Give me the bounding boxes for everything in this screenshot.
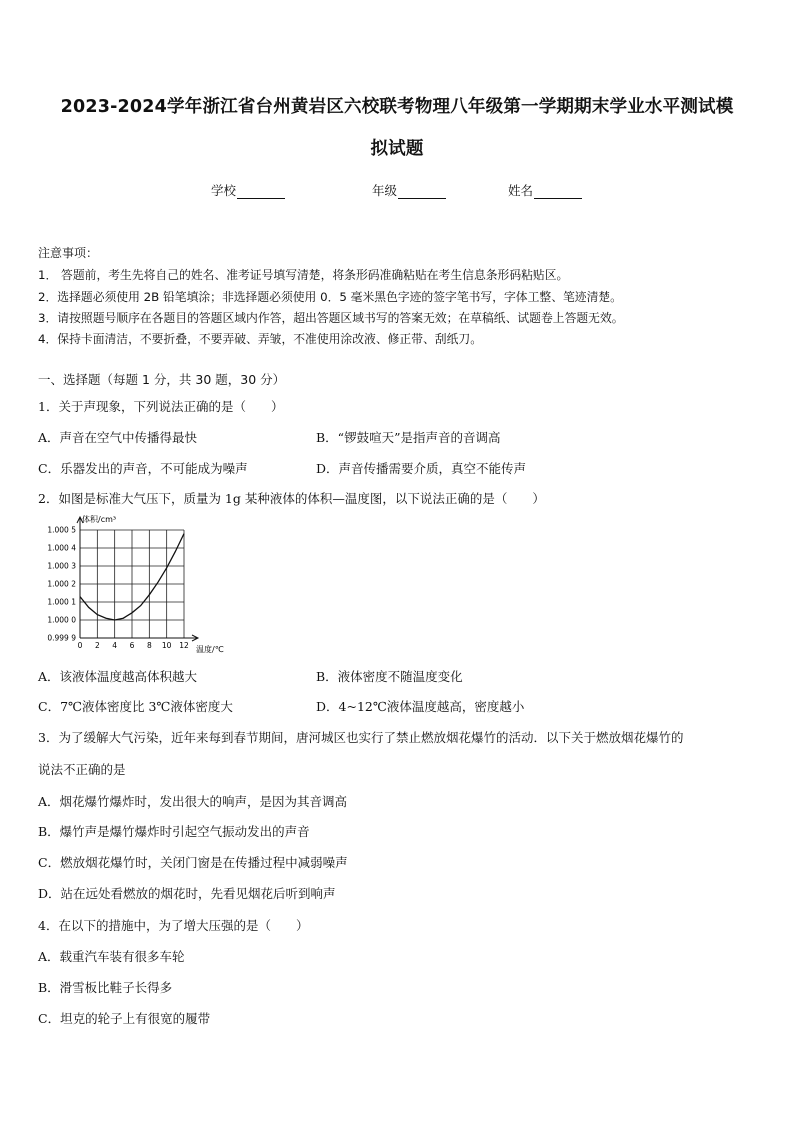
y-tick-label: 1.000 5: [47, 525, 76, 535]
title-line-2: 拟试题: [370, 139, 424, 159]
notice-item: 3．请按照题号顺序在各题目的答题区域内作答，超出答题区域书写的答案无效；在草稿纸、试题卷上答题无效。: [38, 311, 624, 325]
grade-field: [372, 181, 446, 199]
q3-option-c[interactable]: C．燃放烟花爆竹时，关闭门窗是在传播过程中减弱噪声: [38, 855, 348, 870]
chart-axes: [77, 517, 198, 641]
name-blank[interactable]: [534, 186, 582, 199]
title-line-1: 2023-2024学年浙江省台州黄岩区六校联考物理八年级第一学期期末学业水平测试模: [60, 97, 734, 117]
q2-stem: 2．如图是标准大气压下，质量为 1g 某种液体的体积—温度图，以下说法正确的是（ ）: [38, 491, 545, 506]
name-field: [508, 181, 582, 199]
q2-option-a[interactable]: A．该液体温度越高体积越大: [38, 669, 198, 684]
notice-title: 注意事项：: [38, 246, 99, 260]
q3-option-a[interactable]: A．烟花爆竹爆炸时，发出很大的响声，是因为其音调高: [38, 794, 348, 809]
y-axis-label: 体积/cm³: [82, 515, 117, 524]
school-label: 学校: [211, 183, 237, 198]
q3-option-b[interactable]: B．爆竹声是爆竹爆炸时引起空气振动发出的声音: [38, 824, 310, 839]
grade-label: 年级: [372, 183, 398, 198]
y-tick-label: 1.000 4: [47, 543, 76, 553]
y-tick-label: 1.000 0: [47, 615, 76, 625]
school-blank[interactable]: [237, 186, 285, 199]
section-heading: 一、选择题（每题 1 分，共 30 题，30 分）: [38, 372, 286, 387]
y-tick-label: 1.000 2: [47, 579, 76, 589]
q4-stem: 4．在以下的措施中，为了增大压强的是（ ）: [38, 918, 309, 933]
notice-item: 4．保持卡面清洁，不要折叠，不要弄破、弄皱，不准使用涂改液、修正带、刮纸刀。: [38, 332, 482, 346]
notice-item: 1． 答题前，考生先将自己的姓名、准考证号填写清楚，将条形码准确粘贴在考生信息条形码粘贴区。: [38, 268, 569, 282]
q1-stem: 1．关于声现象，下列说法正确的是（ ）: [38, 399, 284, 414]
q3-stem-line-2: 说法不正确的是: [38, 762, 126, 777]
volume-temperature-chart: [38, 510, 228, 658]
y-tick-label: 1.000 3: [47, 561, 76, 571]
y-tick-label: 1.000 1: [47, 597, 76, 607]
exam-title: [30, 86, 764, 170]
chart-grid: [80, 530, 184, 638]
q2-option-d[interactable]: D．4~12℃液体温度越高，密度越小: [316, 699, 525, 714]
x-axis-label: 温度/℃: [196, 645, 224, 654]
q1-option-c[interactable]: C．乐器发出的声音，不可能成为噪声: [38, 461, 248, 476]
x-tick-label: 2: [94, 641, 100, 650]
q1-option-d[interactable]: D．声音传播需要介质，真空不能传声: [316, 461, 527, 476]
x-tick-label: 4: [112, 641, 118, 650]
q1-option-a[interactable]: A．声音在空气中传播得最快: [38, 430, 198, 445]
q4-option-c[interactable]: C．坦克的轮子上有很宽的履带: [38, 1011, 211, 1026]
x-tick-labels: [78, 641, 189, 650]
q2-option-b[interactable]: B．液体密度不随温度变化: [316, 669, 463, 684]
x-tick-label: 12: [179, 641, 189, 650]
x-tick-label: 10: [161, 641, 172, 650]
x-tick-label: 6: [129, 641, 135, 650]
y-tick-label: 0.999 9: [47, 633, 76, 643]
q4-option-a[interactable]: A．载重汽车装有很多车轮: [38, 949, 185, 964]
notice-item: 2．选择题必须使用 2B 铅笔填涂；非选择题必须使用 0．5 毫米黑色字迹的签字笔书写，字体工整、笔迹清楚。: [38, 290, 622, 304]
q4-option-b[interactable]: B．滑雪板比鞋子长得多: [38, 980, 173, 995]
x-tick-label: 8: [146, 641, 152, 650]
name-label: 姓名: [508, 183, 534, 198]
y-tick-labels: [47, 526, 76, 643]
q3-stem-line-1: 3．为了缓解大气污染，近年来每到春节期间，唐河城区也实行了禁止燃放烟花爆竹的活动．以下关于燃放烟花爆竹的: [38, 730, 684, 745]
q1-option-b[interactable]: B．“锣鼓喧天”是指声音的音调高: [316, 430, 501, 445]
grade-blank[interactable]: [398, 186, 446, 199]
school-field: [211, 181, 285, 199]
q2-option-c[interactable]: C．7℃液体密度比 3℃液体密度大: [38, 699, 233, 714]
x-tick-label: 0: [77, 641, 83, 650]
q3-option-d[interactable]: D．站在远处看燃放的烟花时，先看见烟花后听到响声: [38, 886, 336, 901]
